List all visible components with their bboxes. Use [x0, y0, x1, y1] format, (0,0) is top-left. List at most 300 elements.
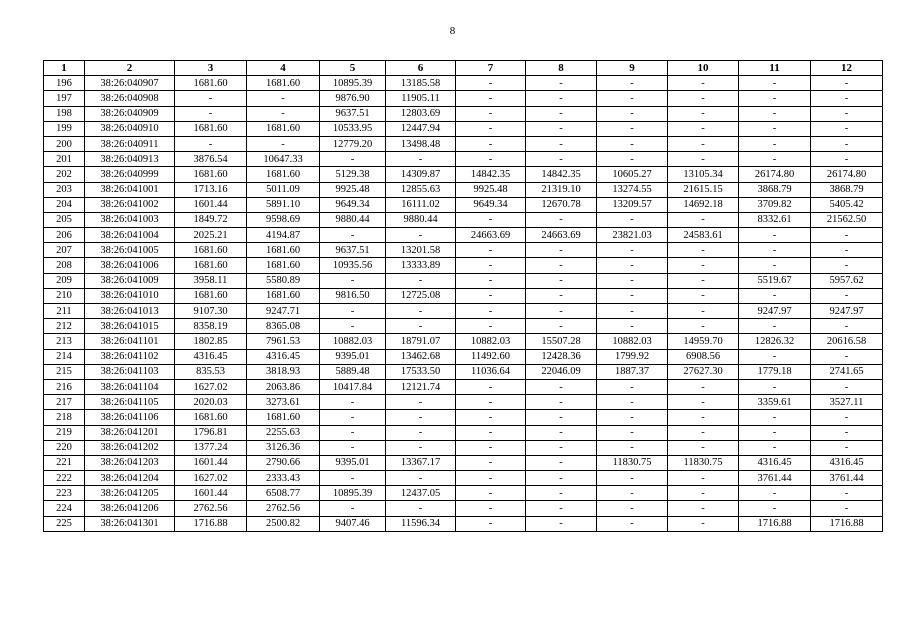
- table-cell: 13367.17: [386, 455, 456, 470]
- column-header: 11: [739, 61, 811, 76]
- table-row: [44, 106, 883, 121]
- table-cell: 15507.28: [526, 334, 597, 349]
- table-cell: -: [597, 121, 668, 136]
- data-table: [43, 60, 883, 532]
- table-cell: -: [739, 121, 811, 136]
- table-cell: -: [811, 91, 883, 106]
- table-cell: 199: [44, 121, 85, 136]
- table-cell: 9816.50: [320, 288, 386, 303]
- table-cell: 9649.34: [320, 197, 386, 212]
- table-row: [44, 197, 883, 212]
- table-cell: 9876.90: [320, 91, 386, 106]
- table-cell: 217: [44, 395, 85, 410]
- table-cell: 225: [44, 516, 85, 531]
- table-cell: 14959.70: [668, 334, 739, 349]
- table-cell: -: [526, 121, 597, 136]
- table-cell: -: [456, 212, 526, 227]
- table-cell: 9407.46: [320, 516, 386, 531]
- table-cell: -: [597, 410, 668, 425]
- table-cell: 1627.02: [175, 379, 247, 394]
- table-cell: 10882.03: [456, 334, 526, 349]
- table-cell: 10417.84: [320, 379, 386, 394]
- table-cell: 10935.56: [320, 258, 386, 273]
- table-cell: -: [597, 486, 668, 501]
- table-cell: -: [739, 76, 811, 91]
- table-cell: 1681.60: [247, 167, 320, 182]
- table-cell: -: [386, 471, 456, 486]
- table-cell: -: [739, 243, 811, 258]
- table-cell: -: [526, 91, 597, 106]
- column-header: 7: [456, 61, 526, 76]
- table-cell: -: [811, 121, 883, 136]
- table-cell: 38:26:041002: [85, 197, 175, 212]
- table-cell: -: [597, 91, 668, 106]
- table-row: [44, 364, 883, 379]
- table-cell: 24663.69: [456, 228, 526, 243]
- table-cell: -: [597, 106, 668, 121]
- table-cell: -: [526, 471, 597, 486]
- table-cell: -: [456, 395, 526, 410]
- table-cell: -: [811, 349, 883, 364]
- column-header: 8: [526, 61, 597, 76]
- table-cell: 1681.60: [247, 243, 320, 258]
- table-cell: 1681.60: [175, 258, 247, 273]
- table-cell: -: [597, 273, 668, 288]
- table-row: [44, 425, 883, 440]
- table-cell: 5957.62: [811, 273, 883, 288]
- table-cell: 11036.64: [456, 364, 526, 379]
- table-cell: -: [597, 76, 668, 91]
- table-cell: -: [456, 106, 526, 121]
- column-header: 3: [175, 61, 247, 76]
- table-cell: 13274.55: [597, 182, 668, 197]
- table-cell: -: [175, 91, 247, 106]
- table-cell: -: [526, 516, 597, 531]
- table-cell: -: [456, 425, 526, 440]
- table-cell: 3761.44: [739, 471, 811, 486]
- table-cell: 200: [44, 136, 85, 151]
- table-cell: -: [320, 273, 386, 288]
- table-row: [44, 243, 883, 258]
- table-cell: 12428.36: [526, 349, 597, 364]
- table-cell: 20616.58: [811, 334, 883, 349]
- table-cell: 3709.82: [739, 197, 811, 212]
- table-cell: -: [811, 258, 883, 273]
- table-cell: -: [668, 273, 739, 288]
- table-cell: -: [739, 410, 811, 425]
- table-cell: 12803.69: [386, 106, 456, 121]
- table-cell: -: [668, 91, 739, 106]
- table-cell: -: [526, 152, 597, 167]
- table-cell: -: [597, 319, 668, 334]
- table-cell: 8332.61: [739, 212, 811, 227]
- table-cell: 9598.69: [247, 212, 320, 227]
- table-cell: 38:26:041204: [85, 471, 175, 486]
- table-cell: -: [247, 136, 320, 151]
- table-cell: 9107.30: [175, 304, 247, 319]
- table-cell: -: [668, 76, 739, 91]
- table-cell: 3868.79: [739, 182, 811, 197]
- table-cell: 13462.68: [386, 349, 456, 364]
- table-cell: 38:26:040909: [85, 106, 175, 121]
- table-row: [44, 304, 883, 319]
- table-cell: -: [456, 501, 526, 516]
- table-row: [44, 440, 883, 455]
- table-cell: -: [811, 410, 883, 425]
- column-header: 4: [247, 61, 320, 76]
- table-cell: 10895.39: [320, 486, 386, 501]
- table-cell: -: [320, 440, 386, 455]
- table-cell: 2025.21: [175, 228, 247, 243]
- table-cell: 9247.97: [739, 304, 811, 319]
- table-cell: 38:26:041104: [85, 379, 175, 394]
- table-row: [44, 334, 883, 349]
- table-cell: -: [526, 243, 597, 258]
- table-row: [44, 410, 883, 425]
- table-cell: 206: [44, 228, 85, 243]
- table-cell: -: [597, 258, 668, 273]
- table-cell: -: [739, 152, 811, 167]
- table-cell: 38:26:040910: [85, 121, 175, 136]
- table-row: [44, 76, 883, 91]
- table-cell: -: [597, 212, 668, 227]
- table-cell: 38:26:041006: [85, 258, 175, 273]
- table-cell: 9649.34: [456, 197, 526, 212]
- table-cell: -: [175, 106, 247, 121]
- table-row: [44, 486, 883, 501]
- table-cell: -: [739, 91, 811, 106]
- table-cell: -: [320, 410, 386, 425]
- table-cell: 5889.48: [320, 364, 386, 379]
- table-row: [44, 501, 883, 516]
- table-cell: -: [597, 304, 668, 319]
- table-cell: 14842.35: [456, 167, 526, 182]
- table-cell: 212: [44, 319, 85, 334]
- table-cell: 1681.60: [247, 288, 320, 303]
- table-cell: -: [597, 395, 668, 410]
- table-cell: 1849.72: [175, 212, 247, 227]
- table-cell: -: [811, 319, 883, 334]
- table-cell: 1681.60: [175, 167, 247, 182]
- table-cell: -: [597, 379, 668, 394]
- table-cell: 21615.15: [668, 182, 739, 197]
- table-cell: -: [739, 379, 811, 394]
- table-cell: 1681.60: [247, 258, 320, 273]
- table-cell: -: [739, 228, 811, 243]
- table-cell: 1681.60: [247, 76, 320, 91]
- table-cell: 2063.86: [247, 379, 320, 394]
- column-header: 1: [44, 61, 85, 76]
- table-cell: 38:26:041005: [85, 243, 175, 258]
- table-cell: -: [526, 136, 597, 151]
- table-cell: 1681.60: [175, 410, 247, 425]
- column-header: 2: [85, 61, 175, 76]
- table-cell: -: [386, 501, 456, 516]
- table-cell: -: [668, 258, 739, 273]
- table-cell: 204: [44, 197, 85, 212]
- table-cell: 215: [44, 364, 85, 379]
- table-cell: -: [811, 440, 883, 455]
- table-cell: 14309.87: [386, 167, 456, 182]
- table-cell: 2020.03: [175, 395, 247, 410]
- table-cell: 1377.24: [175, 440, 247, 455]
- table-cell: -: [456, 410, 526, 425]
- table-cell: 9637.51: [320, 243, 386, 258]
- table-cell: 24663.69: [526, 228, 597, 243]
- table-cell: -: [668, 425, 739, 440]
- table-cell: 207: [44, 243, 85, 258]
- table-cell: 208: [44, 258, 85, 273]
- table-cell: -: [811, 425, 883, 440]
- table-cell: -: [526, 319, 597, 334]
- table-cell: -: [597, 243, 668, 258]
- table-cell: -: [668, 304, 739, 319]
- table-cell: 3818.93: [247, 364, 320, 379]
- table-cell: 2255.63: [247, 425, 320, 440]
- table-cell: -: [811, 243, 883, 258]
- table-cell: -: [456, 486, 526, 501]
- table-cell: 4194.87: [247, 228, 320, 243]
- table-cell: 13185.58: [386, 76, 456, 91]
- table-cell: -: [811, 106, 883, 121]
- table-cell: 14842.35: [526, 167, 597, 182]
- table-cell: 3527.11: [811, 395, 883, 410]
- table-cell: 38:26:041101: [85, 334, 175, 349]
- table-cell: 3359.61: [739, 395, 811, 410]
- table-cell: 205: [44, 212, 85, 227]
- table-cell: -: [811, 379, 883, 394]
- table-cell: 38:26:040913: [85, 152, 175, 167]
- table-cell: -: [668, 106, 739, 121]
- table-cell: 10882.03: [320, 334, 386, 349]
- table-cell: 7961.53: [247, 334, 320, 349]
- table-row: [44, 136, 883, 151]
- table-cell: 9395.01: [320, 455, 386, 470]
- table-cell: 220: [44, 440, 85, 455]
- table-cell: 12121.74: [386, 379, 456, 394]
- table-cell: 197: [44, 91, 85, 106]
- table-cell: -: [456, 440, 526, 455]
- table-cell: 198: [44, 106, 85, 121]
- table-cell: 5580.89: [247, 273, 320, 288]
- table-cell: 16111.02: [386, 197, 456, 212]
- table-cell: -: [456, 76, 526, 91]
- table-cell: 218: [44, 410, 85, 425]
- table-cell: 2500.82: [247, 516, 320, 531]
- table-cell: 214: [44, 349, 85, 364]
- table-cell: -: [739, 349, 811, 364]
- table-row: [44, 258, 883, 273]
- table-cell: 18791.07: [386, 334, 456, 349]
- table-row: [44, 455, 883, 470]
- table-cell: 17533.50: [386, 364, 456, 379]
- column-header: 5: [320, 61, 386, 76]
- table-cell: 9637.51: [320, 106, 386, 121]
- table-cell: 1716.88: [175, 516, 247, 531]
- table-cell: 9247.97: [811, 304, 883, 319]
- table-cell: 5891.10: [247, 197, 320, 212]
- table-cell: 3876.54: [175, 152, 247, 167]
- table-cell: 12826.32: [739, 334, 811, 349]
- table-cell: -: [811, 76, 883, 91]
- table-cell: -: [320, 228, 386, 243]
- table-cell: 13105.34: [668, 167, 739, 182]
- table-cell: 11830.75: [668, 455, 739, 470]
- table-cell: 9880.44: [320, 212, 386, 227]
- table-cell: 10882.03: [597, 334, 668, 349]
- table-cell: 24583.61: [668, 228, 739, 243]
- table-cell: -: [526, 425, 597, 440]
- table-cell: 1716.88: [811, 516, 883, 531]
- table-cell: 2762.56: [247, 501, 320, 516]
- table-cell: 216: [44, 379, 85, 394]
- table-cell: 38:26:040999: [85, 167, 175, 182]
- table-cell: -: [526, 106, 597, 121]
- table-cell: 4316.45: [739, 455, 811, 470]
- table-cell: -: [456, 516, 526, 531]
- table-cell: -: [386, 304, 456, 319]
- table-cell: 5405.42: [811, 197, 883, 212]
- table-cell: 13498.48: [386, 136, 456, 151]
- page-number: 8: [449, 25, 456, 37]
- column-header: 12: [811, 61, 883, 76]
- table-cell: 2333.43: [247, 471, 320, 486]
- table-cell: -: [456, 136, 526, 151]
- table-cell: -: [526, 304, 597, 319]
- table-cell: 23821.03: [597, 228, 668, 243]
- table-cell: 38:26:041010: [85, 288, 175, 303]
- table-cell: 835.53: [175, 364, 247, 379]
- table-row: [44, 91, 883, 106]
- table-cell: -: [739, 136, 811, 151]
- table-cell: -: [668, 319, 739, 334]
- table-cell: 12779.20: [320, 136, 386, 151]
- table-cell: -: [526, 395, 597, 410]
- table-cell: -: [456, 304, 526, 319]
- table-cell: -: [386, 273, 456, 288]
- table-cell: 21319.10: [526, 182, 597, 197]
- table-cell: 38:26:040908: [85, 91, 175, 106]
- table-row: [44, 228, 883, 243]
- table-cell: 1681.60: [175, 76, 247, 91]
- table-cell: 1681.60: [175, 121, 247, 136]
- table-cell: -: [739, 319, 811, 334]
- table-cell: 1601.44: [175, 455, 247, 470]
- table-cell: 38:26:041009: [85, 273, 175, 288]
- table-cell: -: [668, 501, 739, 516]
- table-cell: 1796.81: [175, 425, 247, 440]
- table-row: [44, 182, 883, 197]
- table-cell: -: [811, 288, 883, 303]
- table-cell: 2790.66: [247, 455, 320, 470]
- table-cell: -: [597, 516, 668, 531]
- table-cell: 210: [44, 288, 85, 303]
- table-cell: 211: [44, 304, 85, 319]
- table-cell: -: [811, 136, 883, 151]
- table-cell: 1713.16: [175, 182, 247, 197]
- table-cell: -: [386, 152, 456, 167]
- table-cell: 38:26:041015: [85, 319, 175, 334]
- table-row: [44, 395, 883, 410]
- table-cell: 6508.77: [247, 486, 320, 501]
- table-cell: -: [811, 486, 883, 501]
- table-cell: -: [320, 395, 386, 410]
- table-cell: -: [456, 273, 526, 288]
- table-cell: 1716.88: [739, 516, 811, 531]
- table-cell: -: [526, 258, 597, 273]
- table-cell: -: [526, 455, 597, 470]
- table-cell: 27627.30: [668, 364, 739, 379]
- table-cell: 38:26:041201: [85, 425, 175, 440]
- table-cell: 14692.18: [668, 197, 739, 212]
- table-cell: -: [597, 471, 668, 486]
- table-cell: -: [247, 91, 320, 106]
- table-cell: -: [668, 152, 739, 167]
- table-cell: 26174.80: [739, 167, 811, 182]
- table-cell: -: [668, 212, 739, 227]
- table-cell: 38:26:041203: [85, 455, 175, 470]
- table-cell: 1779.18: [739, 364, 811, 379]
- table-cell: 196: [44, 76, 85, 91]
- table-cell: 12855.63: [386, 182, 456, 197]
- table-cell: 38:26:041102: [85, 349, 175, 364]
- table-cell: 10605.27: [597, 167, 668, 182]
- table-cell: 201: [44, 152, 85, 167]
- table-cell: 213: [44, 334, 85, 349]
- table-cell: -: [739, 425, 811, 440]
- column-header: 10: [668, 61, 739, 76]
- table-cell: -: [597, 152, 668, 167]
- table-cell: 222: [44, 471, 85, 486]
- table-cell: 38:26:041202: [85, 440, 175, 455]
- table-cell: -: [456, 121, 526, 136]
- table-cell: 38:26:040907: [85, 76, 175, 91]
- table-cell: 11596.34: [386, 516, 456, 531]
- table-cell: 9880.44: [386, 212, 456, 227]
- table-cell: 12725.08: [386, 288, 456, 303]
- table-cell: 10533.95: [320, 121, 386, 136]
- table-cell: 21562.50: [811, 212, 883, 227]
- table-cell: 4316.45: [247, 349, 320, 364]
- table-cell: -: [386, 319, 456, 334]
- table-cell: 9925.48: [320, 182, 386, 197]
- table-cell: -: [739, 501, 811, 516]
- table-cell: 38:26:041106: [85, 410, 175, 425]
- table-cell: -: [526, 440, 597, 455]
- table-cell: -: [456, 152, 526, 167]
- table-cell: -: [526, 501, 597, 516]
- table-row: [44, 288, 883, 303]
- table-cell: -: [320, 152, 386, 167]
- table-cell: 1799.92: [597, 349, 668, 364]
- table-cell: -: [247, 106, 320, 121]
- table-cell: -: [320, 425, 386, 440]
- table-cell: -: [526, 212, 597, 227]
- table-row: [44, 167, 883, 182]
- table-cell: 202: [44, 167, 85, 182]
- table-cell: -: [668, 121, 739, 136]
- table-cell: -: [320, 319, 386, 334]
- table-cell: 3958.11: [175, 273, 247, 288]
- table-row: [44, 121, 883, 136]
- column-header: 6: [386, 61, 456, 76]
- table-cell: -: [668, 471, 739, 486]
- table-cell: 11492.60: [456, 349, 526, 364]
- table-cell: 203: [44, 182, 85, 197]
- table-cell: 1681.60: [175, 288, 247, 303]
- table-cell: -: [456, 243, 526, 258]
- table-cell: -: [597, 501, 668, 516]
